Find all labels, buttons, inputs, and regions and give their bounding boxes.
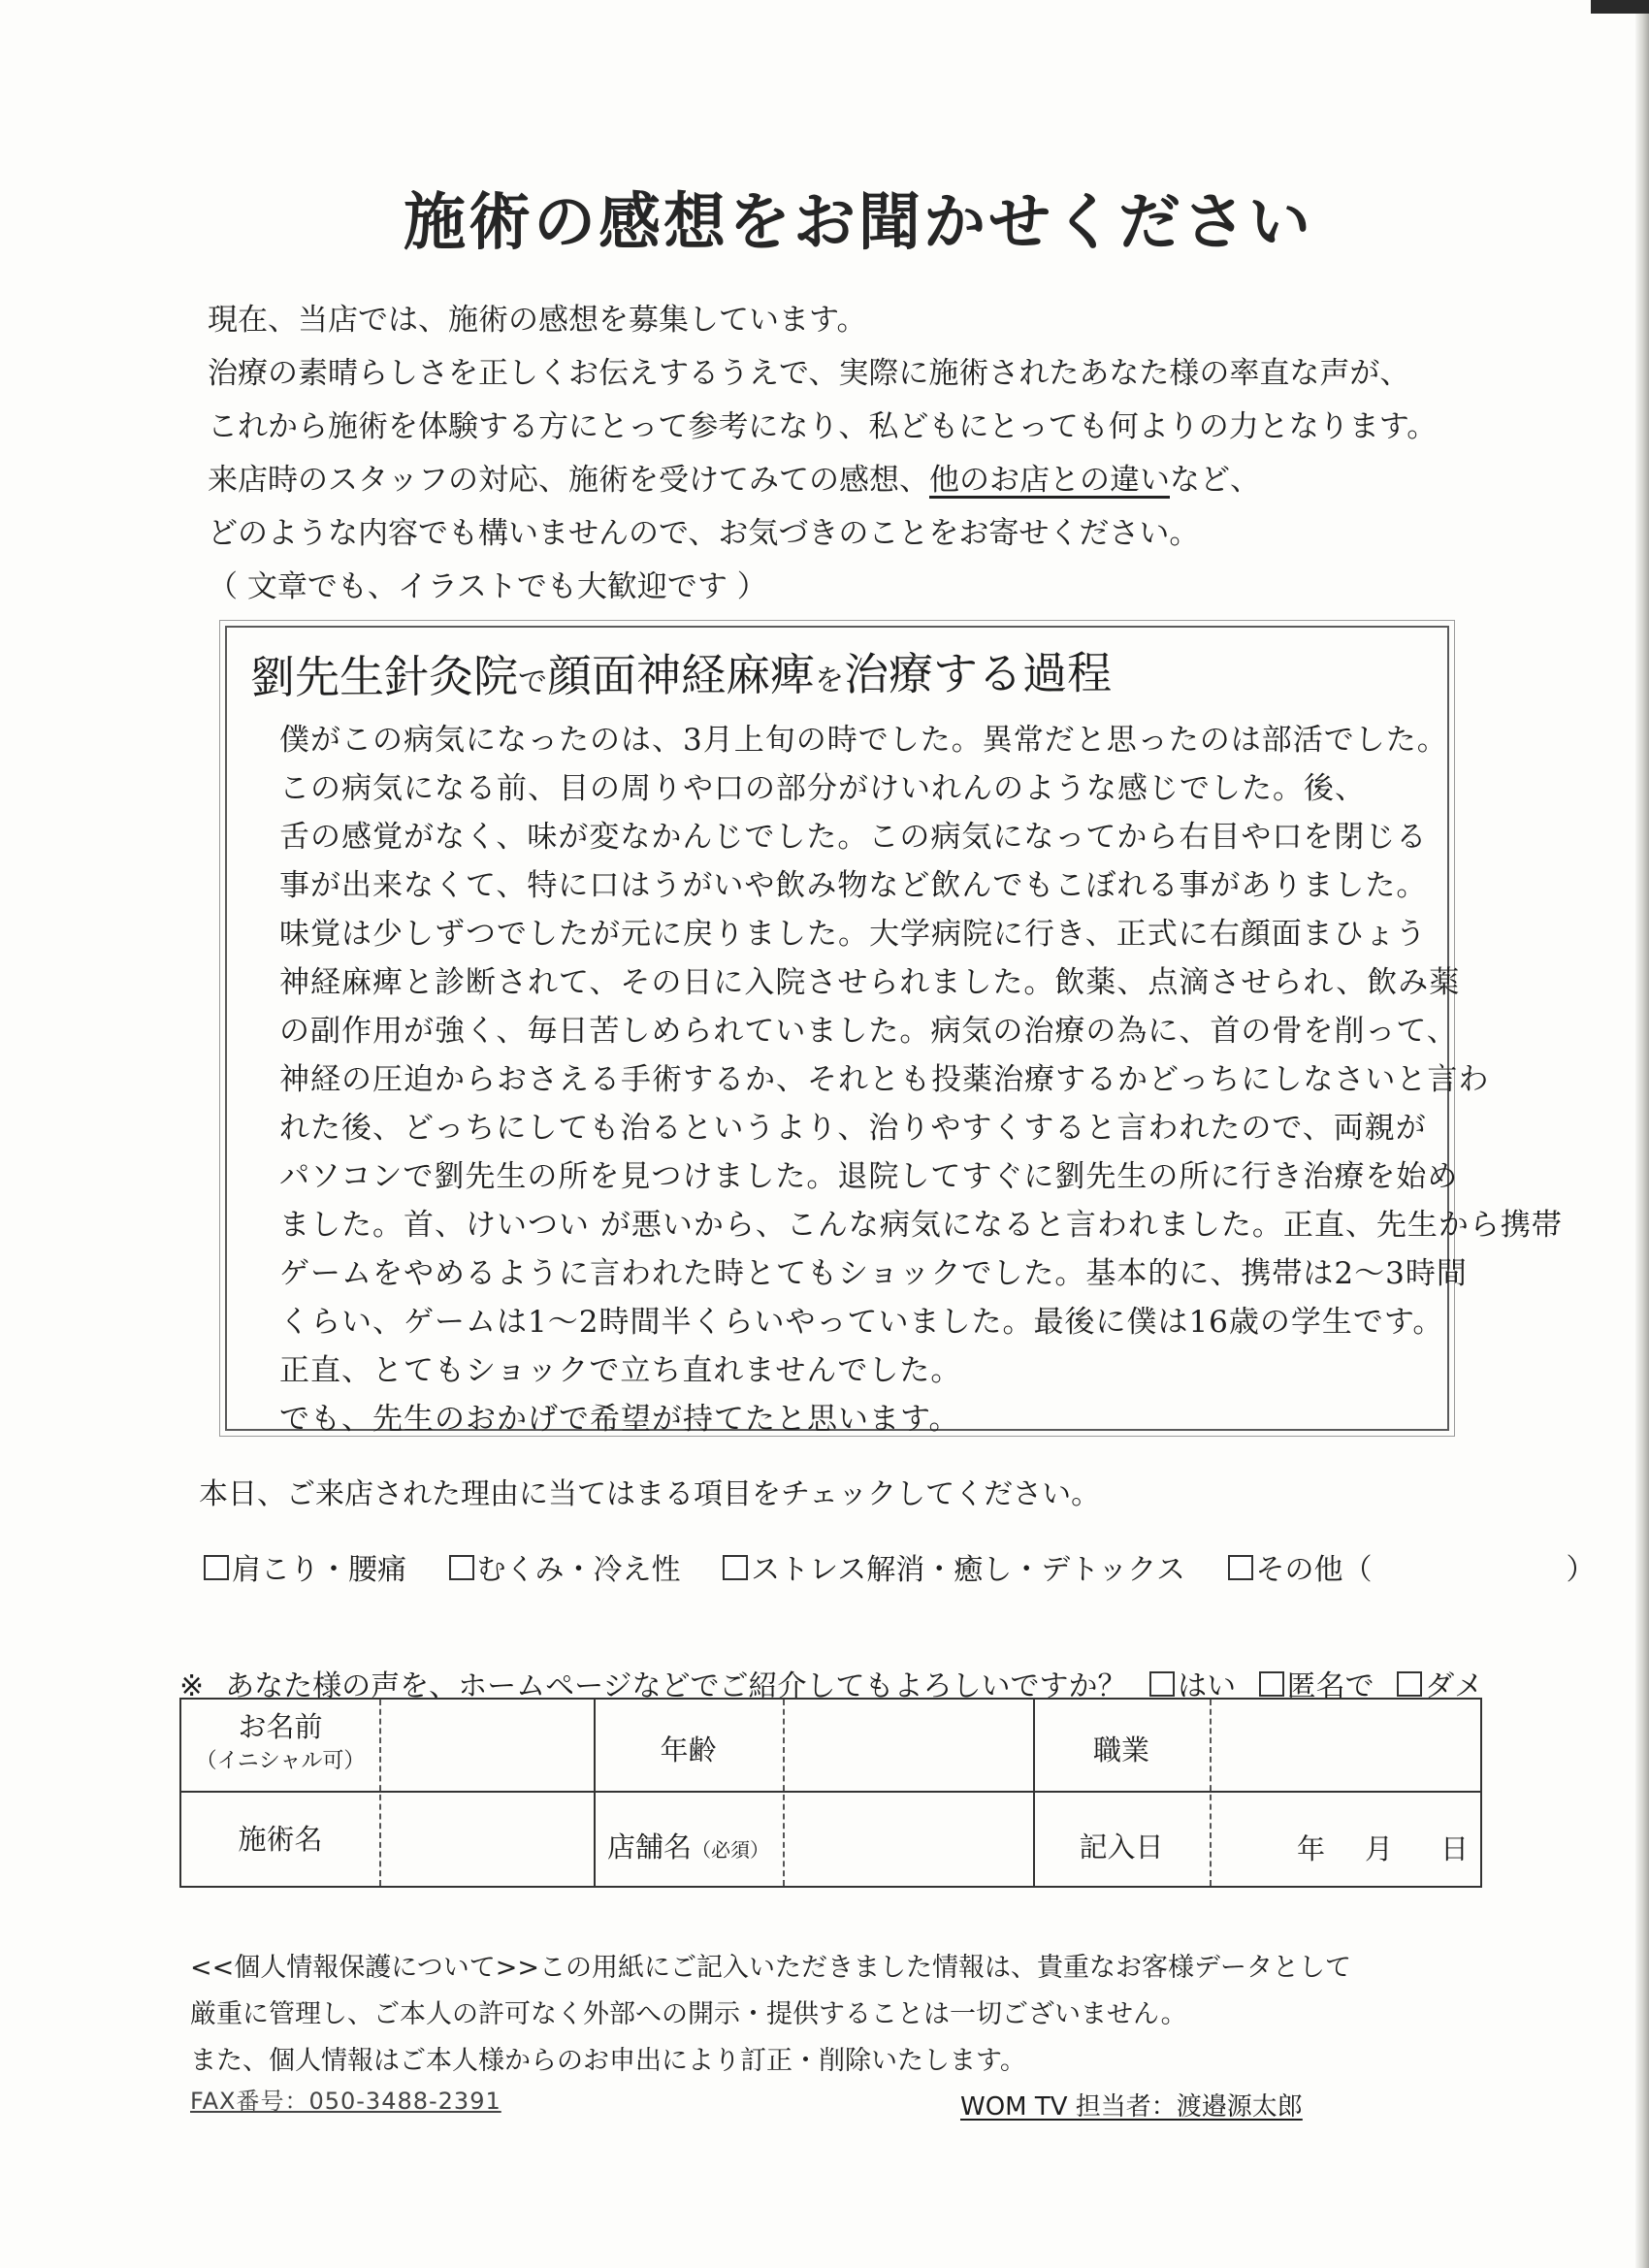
store-sublabel: （必須）: [692, 1838, 769, 1862]
checkbox-anonymous[interactable]: [1259, 1671, 1284, 1697]
comment-line: でも、先生のおかげで希望が持てたと思います。: [279, 1402, 960, 1437]
privacy-line: また、個人情報はご本人様からのお申出により訂正・削除いたします。: [190, 2046, 1026, 2076]
name-sublabel: （イニシャル可）: [195, 1749, 366, 1773]
checkbox-other[interactable]: [1228, 1555, 1253, 1580]
date-label: 記入日: [1079, 1831, 1164, 1863]
checkbox-yes[interactable]: [1149, 1671, 1175, 1697]
comment-line: の副作用が強く、毎日苦しめられていました。病気の治療の為に、首の骨を削って、: [279, 1014, 1458, 1049]
info-form-table: [179, 1698, 1482, 1888]
comment-line: くらい、ゲームは1～2時間半くらいやっていました。最後に僕は16歳の学生です。: [279, 1305, 1444, 1340]
comment-line: れた後、どっちにしても治るというより、治りやすくすると言われたので、両親が: [279, 1111, 1427, 1146]
checkbox-stiffness[interactable]: [204, 1555, 229, 1580]
comment-line: 味覚は少しずつでしたが元に戻りました。大学病院に行き、正式に右顔面まひょう: [279, 917, 1427, 952]
intro-line-pre: 来店時のスタッフの対応、施術を受けてみての感想、: [208, 463, 929, 498]
consent-text: あなた様の声を、ホームページなどでご紹介してもよろしいですか？: [225, 1669, 1127, 1703]
option-label: その他（: [1255, 1553, 1373, 1587]
table-col-divider: [379, 1700, 381, 1886]
option-close: ）: [1566, 1553, 1596, 1587]
option-swelling: [449, 1545, 681, 1588]
option-label: 肩こり・腰痛: [232, 1553, 406, 1587]
intro-line: （ 文章でも、イラストでも大歓迎です ）: [208, 569, 767, 604]
intro-line: 現在、当店では、施術の感想を募集しています。: [208, 303, 867, 338]
privacy-line: <<個人情報保護について>>この用紙にご記入いただきました情報は、貴重なお客様データとして: [190, 1953, 1351, 1983]
comment-line: パソコンで劉先生の所を見つけました。退院してすぐに劉先生の所に行き治療を始め: [279, 1159, 1459, 1194]
comment-line: 神経の圧迫からおさえる手術するか、それとも投薬治療するかどっちにしなさいと言わ: [279, 1062, 1490, 1097]
name-field[interactable]: [385, 1707, 589, 1785]
comment-line: 神経麻痺と診断されて、その日に入院させられました。飲薬、点滴させられ、飲み薬: [279, 965, 1461, 1000]
checklist-prompt: 本日、ご来店された理由に当てはまる項目をチェックしてください。: [199, 1477, 1101, 1511]
comment-line: 僕がこの病気になったのは、3月上旬の時でした。異常だと思ったのは部活でした。: [279, 723, 1448, 758]
choice-label: 匿名で: [1286, 1669, 1374, 1703]
comment-line: ゲームをやめるように言われた時とてもショックでした。基本的に、携帯は2～3時間: [279, 1256, 1468, 1291]
table-col-divider: [783, 1700, 785, 1886]
age-label: 年齢: [660, 1733, 717, 1766]
date-year: 年: [1297, 1832, 1326, 1865]
page-title: 施術の感想をお聞かせください: [404, 187, 1313, 259]
comment-title-process: 治療する過程: [843, 646, 1113, 701]
comment-title: [250, 638, 1112, 707]
checkbox-swelling[interactable]: [449, 1555, 474, 1580]
comment-body: [279, 716, 1563, 1443]
intro-line: どのような内容でも構いませんので、お気づきのことをお寄せください。: [208, 516, 1200, 551]
store-label: 店舗名: [606, 1831, 692, 1863]
choice-label: はい: [1178, 1669, 1237, 1703]
intro-underline: 他のお店との違い: [929, 463, 1170, 498]
intro-line: [208, 454, 1437, 507]
staff-contact: WOM TV 担当者：渡邉源太郎: [960, 2092, 1303, 2122]
job-label: 職業: [1092, 1733, 1149, 1766]
comment-title-particle: で: [517, 664, 548, 699]
comment-line: ました。首、けいつい が悪いから、こんな病気になると言われました。正直、先生から携帯: [279, 1208, 1563, 1243]
intro-line: 治療の素晴らしさを正しくお伝えするうえで、実際に施術されたあなた様の率直な声が、: [208, 356, 1410, 391]
scan-corner: [1591, 0, 1649, 14]
table-col-divider: [1210, 1700, 1212, 1886]
date-day: 日: [1440, 1832, 1470, 1865]
treatment-label: 施術名: [238, 1823, 323, 1856]
date-month: 月: [1365, 1832, 1394, 1865]
treatment-field[interactable]: [385, 1800, 589, 1878]
option-label: ストレス解消・癒し・デトックス: [751, 1553, 1185, 1587]
name-label: お名前: [238, 1710, 323, 1743]
note-mark: ※: [179, 1669, 205, 1703]
choice-label: ダメ: [1425, 1669, 1484, 1703]
privacy-notice: [190, 1945, 1351, 2085]
intro-text: [208, 294, 1437, 614]
scan-edge: [1635, 0, 1649, 2268]
comment-line: 事が出来なくて、特に口はうがいや飲み物など飲んでもこぼれる事がありました。: [279, 868, 1428, 903]
table-row-divider: [181, 1791, 1480, 1793]
checklist-row: [204, 1545, 1629, 1588]
store-field[interactable]: [789, 1800, 1029, 1878]
privacy-line: 厳重に管理し、ご本人の許可なく外部への開示・提供することは一切ございません。: [190, 1999, 1187, 2029]
comment-line: 正直、とてもショックで立ち直れませんでした。: [279, 1353, 962, 1388]
comment-title-particle: を: [814, 664, 845, 698]
comment-title-condition: 顔面神経麻痺: [546, 648, 816, 702]
option-label: むくみ・冷え性: [476, 1553, 681, 1587]
store-label-cell: [594, 1826, 783, 1865]
option-other: [1228, 1545, 1596, 1588]
intro-line: これから施術を体験する方にとって参考になり、私どもにとっても何よりの力となります。: [208, 409, 1438, 444]
intro-line-post: など、: [1170, 463, 1260, 498]
comment-line: 舌の感覚がなく、味が変なかんじでした。この病気になってから右目や口を閉じる: [279, 820, 1428, 855]
age-field[interactable]: [789, 1707, 1029, 1785]
comment-title-clinic: 劉先生針灸院: [249, 649, 519, 704]
comment-line: この病気になる前、目の周りや口の部分がけいれんのような感じでした。後、: [279, 771, 1366, 806]
job-field[interactable]: [1215, 1707, 1477, 1785]
fax-number: FAX番号：050-3488-2391: [190, 2088, 501, 2115]
option-stiffness: [204, 1545, 406, 1588]
checkbox-stress[interactable]: [723, 1555, 748, 1580]
checkbox-no[interactable]: [1397, 1671, 1422, 1697]
option-stress: [723, 1545, 1185, 1588]
